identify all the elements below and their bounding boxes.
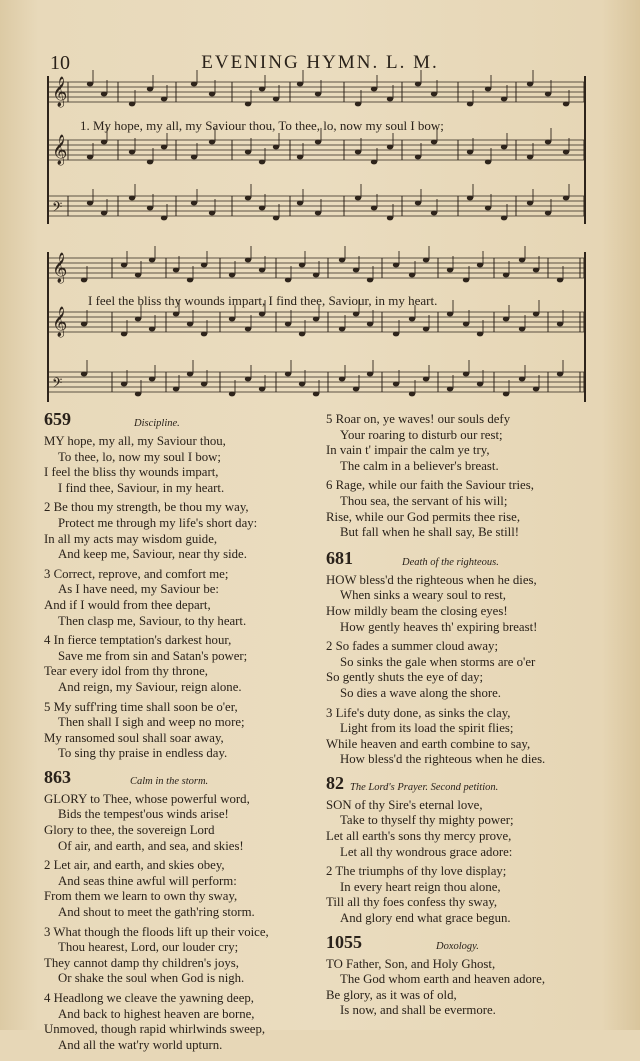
verse-line: 5 My suff'ring time shall soon be o'er, [44,699,238,714]
note-head [209,211,215,216]
verse-line: Bids the tempest'ous winds arise! [58,807,229,822]
verse-line: Save me from sin and Satan's power; [58,648,248,663]
note-head [87,82,93,87]
note-head [393,332,399,337]
stanza [326,798,596,860]
note-head [371,87,377,92]
note-head [315,211,321,216]
note-head [563,150,569,155]
verse-line: HOW bless'd the righteous when he dies, [326,572,537,587]
hymn-82 [326,772,596,927]
verse-line: How bless'd the righteous when he dies. [340,752,546,767]
hymn-heading [44,409,314,434]
note-head [503,273,509,278]
note-head [229,273,235,278]
hymn-number: 659 [44,409,71,429]
verse-line: Then shall I sigh and weep no more; [58,715,245,730]
verse-line: Is now, and shall be evermore. [340,1003,496,1018]
note-head [187,278,193,283]
hymn-1055 [326,931,596,1019]
note-head [519,327,525,332]
verse-line: 3 Life's duty done, as sinks the clay, [326,705,511,720]
treble-clef-icon: 𝄞 [52,77,68,107]
note-head [173,268,179,273]
note-head [355,150,361,155]
note-head [467,150,473,155]
verse-line: And if I would from thee depart, [44,597,211,612]
note-head [191,82,197,87]
note-head [353,387,359,392]
verse-line: Rise, while our God permits thee rise, [326,509,521,524]
verse-line: 5 Roar on, ye waves! our souls defy [326,412,511,426]
verse-line: I feel the bliss thy wounds impart, [44,465,219,480]
note-head [409,273,415,278]
verse-line: My ransomed soul shall soar away, [44,730,224,745]
note-head [299,332,305,337]
verse-line: Of air, and earth, and sea, and skies! [58,838,244,853]
verse-line: Till all thy foes confess thy sway, [326,895,498,910]
note-head [431,211,437,216]
note-head [101,92,107,97]
note-head [415,155,421,160]
note-head [245,377,251,382]
treble-clef-icon: 𝄞 [52,253,68,283]
note-head [315,140,321,145]
verse-line: Protect me through my life's short day: [58,515,258,530]
note-head [387,145,393,150]
page-number: 10 [50,52,70,74]
note-head [393,263,399,268]
note-head [285,372,291,377]
note-head [245,150,251,155]
note-head [463,278,469,283]
note-head [527,201,533,206]
note-head [431,140,437,145]
note-head [339,327,345,332]
hymn-number: 681 [326,547,353,568]
verse-line: Your roaring to disturb our rest; [340,427,503,442]
note-head [545,140,551,145]
note-head [423,377,429,382]
note-head [533,312,539,317]
note-head [273,216,279,221]
hymn-659 [44,409,314,762]
verse-line: To sing thy praise in endless day. [58,746,228,761]
note-head [367,322,373,327]
verse-line: 2 Be thou my strength, be thou my way, [44,500,249,515]
note-head [447,387,453,392]
stanza [44,567,314,629]
note-head [557,372,563,377]
note-head [463,372,469,377]
note-head [129,150,135,155]
note-head [339,258,345,263]
note-head [297,201,303,206]
note-head [431,92,437,97]
hymn-heading [326,931,596,957]
system2-lyric: I feel the bliss thy wounds impart, I find thee, Saviour, in my heart. [88,293,438,308]
note-head [147,160,153,165]
note-head [299,382,305,387]
verse-line: 2 So fades a summer cloud away; [326,639,499,654]
stanza [44,991,314,1053]
verse-line: 4 In fierce temptation's darkest hour, [44,633,232,648]
note-head [501,216,507,221]
verse-line: From them we learn to own thy sway, [44,889,238,904]
verse-line: When sinks a weary soul to rest, [340,588,506,603]
stanza [44,925,314,987]
stanza [44,633,314,695]
note-head [161,216,167,221]
verse-line: 2 Let air, and earth, and skies obey, [44,858,225,873]
note-head [467,102,473,107]
verse-line: Glory to thee, the sovereign Lord [44,823,215,838]
note-head [161,145,167,150]
note-head [273,97,279,102]
note-head [259,268,265,273]
note-head [135,317,141,322]
stanza [326,412,596,474]
note-head [121,382,127,387]
verse-line: Let all earth's sons thy mercy prove, [326,829,512,844]
note-head [191,155,197,160]
note-head [129,196,135,201]
note-head [557,278,563,283]
note-head [355,102,361,107]
stanza [44,700,314,762]
note-head [245,102,251,107]
verse-line: 2 The triumphs of thy love display; [326,864,507,879]
verse-line: While heaven and earth combine to say, [326,736,531,751]
note-head [149,377,155,382]
note-head [423,258,429,263]
page-title: EVENING HYMN. L. M. [201,52,439,73]
stanza [326,478,596,540]
stanza [326,639,596,701]
note-head [485,87,491,92]
note-head [485,206,491,211]
verse-line: In all my acts may wisdom guide, [44,531,218,546]
note-head [447,268,453,273]
verse-line: SON of thy Sire's eternal love, [326,797,483,812]
note-head [501,145,507,150]
note-head [447,312,453,317]
hymn-topic: The Lord's Prayer. Second petition. [350,781,499,793]
note-head [229,317,235,322]
hymn-continued [326,412,596,541]
verse-line: They cannot damp thy children's joys, [44,955,239,970]
verse-line: The calm in a believer's breast. [340,458,499,473]
note-head [245,327,251,332]
treble-clef-icon: 𝄞 [52,135,68,165]
note-head [353,312,359,317]
verse-line: Light from its load the spirit flies; [340,721,514,736]
verse-line: MY hope, my all, my Saviour thou, [44,434,226,448]
note-head [297,155,303,160]
note-head [173,312,179,317]
verse-line: And seas thine awful will perform: [58,873,237,888]
note-head [339,377,345,382]
verse-line: And shout to meet the gath'ring storm. [58,905,255,920]
hymn-number: 1055 [326,931,362,952]
verse-line: And back to highest heaven are borne, [58,1006,255,1021]
note-head [273,145,279,150]
note-head [503,392,509,397]
verse-line: To thee, lo, now my soul I bow; [58,449,221,464]
note-head [81,322,87,327]
hymn-topic: Calm in the storm. [130,775,209,787]
note-head [101,211,107,216]
note-head [477,263,483,268]
verse-line: GLORY to Thee, whose powerful word, [44,791,250,806]
note-head [387,216,393,221]
note-head [313,317,319,322]
note-head [367,372,373,377]
note-head [135,392,141,397]
verse-line: In every heart reign thou alone, [340,879,501,894]
verse-line: So dies a wave along the shore. [340,685,501,700]
note-head [355,196,361,201]
note-head [245,258,251,263]
note-head [285,322,291,327]
verse-line: And keep me, Saviour, near thy side. [58,547,247,562]
music-score [0,0,640,420]
hymn-topic: Doxology. [436,940,479,952]
note-head [229,392,235,397]
note-head [129,102,135,107]
verse-line: Unmoved, though rapid whirlwinds sweep, [44,1022,266,1037]
verse-line: I find thee, Saviour, in my heart. [58,480,225,495]
hymn-863 [44,766,314,1054]
treble-clef-icon: 𝄞 [52,307,68,337]
verse-line: The God whom earth and heaven adore, [340,972,546,987]
note-head [285,278,291,283]
note-head [545,92,551,97]
bass-clef-icon: 𝄢 [52,199,63,218]
note-head [209,92,215,97]
note-head [393,382,399,387]
note-head [387,97,393,102]
right-column [326,412,596,1027]
note-head [87,155,93,160]
note-head [353,268,359,273]
hymn-number: 863 [44,766,71,787]
note-head [147,206,153,211]
note-head [545,211,551,216]
note-head [467,196,473,201]
verse-line: Then clasp me, Saviour, to thy heart. [58,613,247,628]
verse-line: But fall when he shall say, Be still! [340,525,520,540]
note-head [485,160,491,165]
verse-line: Let all thy wondrous grace adore: [340,844,513,859]
note-head [477,332,483,337]
note-head [191,201,197,206]
note-head [371,206,377,211]
verse-line: As I have need, my Saviour be: [58,582,219,597]
note-head [81,278,87,283]
note-head [463,322,469,327]
verse-line: 3 What though the floods lift up their voice, [44,924,269,939]
hymn-681 [326,547,596,768]
note-head [259,160,265,165]
verse-line: Or shake the soul when God is nigh. [58,971,245,986]
bass-clef-icon: 𝄢 [52,375,63,394]
stanza [326,706,596,768]
verse-line: Take to thyself thy mighty power; [340,813,514,828]
hymn-number: 82 [326,772,344,793]
verse-line: Be glory, as it was of old, [326,987,457,1002]
note-head [161,97,167,102]
verse-line: And all the wat'ry world upturn. [58,1037,223,1052]
verse-line: Thou sea, the servant of his will; [340,493,508,508]
note-head [371,160,377,165]
note-head [135,273,141,278]
verse-line: 3 Correct, reprove, and comfort me; [44,566,229,581]
note-head [477,382,483,387]
note-head [533,387,539,392]
verse-line: Tear every idol from thy throne, [44,664,208,679]
verse-line: Thou hearest, Lord, our louder cry; [58,940,239,955]
verse-line: TO Father, Son, and Holy Ghost, [326,956,496,971]
note-head [121,332,127,337]
system1-lyric: 1. My hope, my all, my Saviour thou, To thee, lo, now my soul I bow; [80,118,444,133]
note-head [245,196,251,201]
note-head [367,278,373,283]
note-head [259,87,265,92]
hymn-topic: Discipline. [134,418,180,429]
note-head [409,392,415,397]
note-head [501,97,507,102]
hymn-heading [326,547,596,573]
note-head [201,332,207,337]
note-head [149,327,155,332]
note-head [81,372,87,377]
verse-line: So sinks the gale when storms are o'er [340,654,536,669]
stanza [326,864,596,926]
note-head [209,140,215,145]
note-head [527,82,533,87]
note-head [533,268,539,273]
note-head [297,82,303,87]
stanza [44,792,314,854]
note-head [415,82,421,87]
note-head [423,327,429,332]
stanza [44,858,314,920]
note-head [563,196,569,201]
verse-line: And glory end what grace begun. [340,911,511,926]
note-head [121,263,127,268]
note-head [259,387,265,392]
left-column [44,409,314,1061]
note-head [563,102,569,107]
note-head [149,258,155,263]
note-head [201,382,207,387]
verse-line: 6 Rage, while our faith the Saviour tries, [326,478,534,493]
note-head [147,87,153,92]
note-head [187,322,193,327]
note-head [409,317,415,322]
note-head [313,273,319,278]
stanza [326,957,596,1019]
note-head [313,392,319,397]
note-head [173,387,179,392]
verse-line: And reign, my Saviour, reign alone. [58,679,242,694]
note-head [519,258,525,263]
note-head [299,263,305,268]
note-head [415,201,421,206]
note-head [101,140,107,145]
note-head [527,155,533,160]
note-head [201,263,207,268]
verse-line: How gently heaves th' expiring breast! [340,619,538,634]
note-head [315,92,321,97]
note-head [503,317,509,322]
verse-line: How mildly beam the closing eyes! [326,603,508,618]
note-head [87,201,93,206]
stanza [44,500,314,562]
stanza [326,573,596,635]
hymn-heading [326,772,596,798]
note-head [519,377,525,382]
verse-line: 4 Headlong we cleave the yawning deep, [44,991,254,1005]
note-head [187,372,193,377]
note-head [557,322,563,327]
note-head [259,312,265,317]
hymn-heading [44,766,314,792]
hymn-topic: Death of the righteous. [402,556,499,568]
note-head [259,206,265,211]
verse-line: So gently shuts the eye of day; [326,670,484,685]
stanza [44,434,314,496]
verse-line: In vain t' impair the calm ye try, [326,443,490,458]
